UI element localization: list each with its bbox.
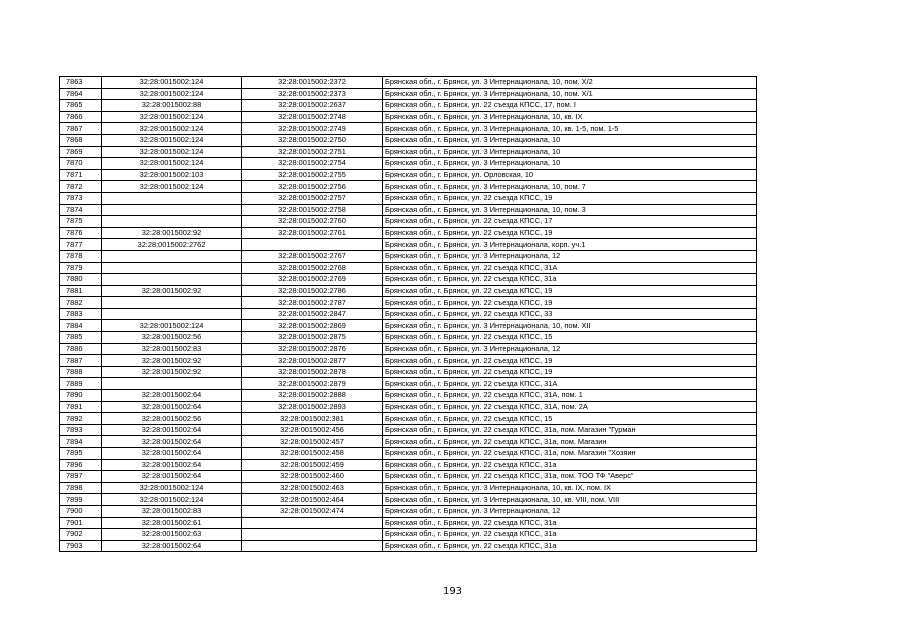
cadastral-number-cell: 32:28:0015002:2748	[242, 111, 383, 123]
address-cell: Брянская обл., г. Брянск, ул. 22 съезда КПСС, 19	[383, 366, 757, 378]
table-row	[60, 366, 757, 378]
address-cell: Брянская обл., г. Брянск, ул. 22 съезда КПСС, 15	[383, 332, 757, 344]
parent-cadastral-number-cell: 32:28:0015002:64	[102, 436, 242, 448]
table-row	[60, 146, 757, 158]
table-row	[60, 227, 757, 239]
cadastral-number-cell	[242, 517, 383, 529]
address-cell: Брянская обл., г. Брянск, ул. 22 съезда КПСС, 17, пом. I	[383, 100, 757, 112]
parent-cadastral-number-cell	[102, 262, 242, 274]
table-row	[60, 181, 757, 193]
address-cell: Брянская обл., г. Брянск, ул. 3 Интернационала, 10, пом. 7	[383, 181, 757, 193]
parent-cadastral-number-cell: 32:28:0015002:61	[102, 517, 242, 529]
address-cell: Брянская обл., г. Брянск, ул. 22 съезда КПСС, 31а	[383, 274, 757, 286]
address-cell: Брянская обл., г. Брянск, ул. 22 съезда КПСС, 33	[383, 308, 757, 320]
cadastral-number-cell: 32:28:0015002:2760	[242, 216, 383, 228]
table-row	[60, 250, 757, 262]
table-row	[60, 123, 757, 135]
parent-cadastral-number-cell	[102, 378, 242, 390]
cadastral-number-cell: 32:28:0015002:2786	[242, 285, 383, 297]
table-row	[60, 274, 757, 286]
parent-cadastral-number-cell: 32:28:0015002:64	[102, 424, 242, 436]
parent-cadastral-number-cell: 32:28:0015002:124	[102, 123, 242, 135]
parent-cadastral-number-cell: 32:28:0015002:64	[102, 459, 242, 471]
parent-cadastral-number-cell: 32:28:0015002:88	[102, 100, 242, 112]
address-cell: Брянская обл., г. Брянск, ул. 3 Интернационала, 12	[383, 505, 757, 517]
table-row	[60, 494, 757, 506]
table-row	[60, 111, 757, 123]
row-number-cell: 7868	[60, 134, 102, 146]
address-cell: Брянская обл., г. Брянск, ул. 3 Интернационала, 10, пом. 3	[383, 204, 757, 216]
table-row	[60, 517, 757, 529]
address-cell: Брянская обл., г. Брянск, ул. 22 съезда КПСС, 31а, пом. Магазин	[383, 436, 757, 448]
address-cell: Брянская обл., г. Брянск, ул. 3 Интернационала, 10	[383, 158, 757, 170]
table-row	[60, 448, 757, 460]
parent-cadastral-number-cell: 32:28:0015002:64	[102, 401, 242, 413]
parent-cadastral-number-cell: 32:28:0015002:124	[102, 88, 242, 100]
cadastral-number-cell: 32:28:0015002:457	[242, 436, 383, 448]
cadastral-number-cell: 32:28:0015002:2750	[242, 134, 383, 146]
table-row	[60, 343, 757, 355]
address-cell: Брянская обл., г. Брянск, ул. 22 съезда КПСС, 31А, пом. 1	[383, 390, 757, 402]
row-number-cell: 7882	[60, 297, 102, 309]
address-cell: Брянская обл., г. Брянск, ул. 3 Интернационала, 10, пом. Х/1	[383, 88, 757, 100]
cadastral-number-cell: 32:28:0015002:2787	[242, 297, 383, 309]
parent-cadastral-number-cell: 32:28:0015002:124	[102, 77, 242, 89]
row-number-cell: 7899	[60, 494, 102, 506]
table-row	[60, 529, 757, 541]
cadastral-number-cell: 32:28:0015002:2877	[242, 355, 383, 367]
parent-cadastral-number-cell: 32:28:0015002:64	[102, 540, 242, 552]
row-number-cell: 7887	[60, 355, 102, 367]
table-row	[60, 401, 757, 413]
row-number-cell: 7902	[60, 529, 102, 541]
row-number-cell: 7895	[60, 448, 102, 460]
parent-cadastral-number-cell	[102, 274, 242, 286]
parent-cadastral-number-cell: 32:28:0015002:63	[102, 529, 242, 541]
row-number-cell: 7872	[60, 181, 102, 193]
table-row	[60, 482, 757, 494]
parent-cadastral-number-cell	[102, 216, 242, 228]
row-number-cell: 7891	[60, 401, 102, 413]
parent-cadastral-number-cell: 32:28:0015002:64	[102, 471, 242, 483]
cadastral-number-cell: 32:28:0015002:2637	[242, 100, 383, 112]
row-number-cell: 7876	[60, 227, 102, 239]
table-row	[60, 88, 757, 100]
table-row	[60, 459, 757, 471]
parent-cadastral-number-cell: 32:28:0015002:56	[102, 332, 242, 344]
cadastral-number-cell: 32:28:0015002:464	[242, 494, 383, 506]
address-cell: Брянская обл., г. Брянск, ул. 22 съезда КПСС, 31а	[383, 459, 757, 471]
address-cell: Брянская обл., г. Брянск, ул. 3 Интернационала, 10, пом. XII	[383, 320, 757, 332]
parent-cadastral-number-cell: 32:28:0015002:92	[102, 285, 242, 297]
cadastral-number-cell: 32:28:0015002:456	[242, 424, 383, 436]
cadastral-number-cell: 32:28:0015002:2875	[242, 332, 383, 344]
row-number-cell: 7869	[60, 146, 102, 158]
row-number-cell: 7866	[60, 111, 102, 123]
cadastral-number-cell: 32:28:0015002:2888	[242, 390, 383, 402]
row-number-cell: 7870	[60, 158, 102, 170]
cadastral-number-cell	[242, 529, 383, 541]
address-cell: Брянская обл., г. Брянск, ул. 22 съезда КПСС, 31а	[383, 517, 757, 529]
cadastral-number-cell: 32:28:0015002:2768	[242, 262, 383, 274]
table-row	[60, 169, 757, 181]
address-cell: Брянская обл., г. Брянск, ул. 22 съезда КПСС, 31а, пом. ТОО ТФ "Аверс"	[383, 471, 757, 483]
table-row	[60, 332, 757, 344]
cadastral-number-cell: 32:28:0015002:474	[242, 505, 383, 517]
cadastral-number-cell: 32:28:0015002:2893	[242, 401, 383, 413]
table-row	[60, 540, 757, 552]
parent-cadastral-number-cell: 32:28:0015002:83	[102, 343, 242, 355]
address-cell: Брянская обл., г. Брянск, ул. 3 Интернационала, 12	[383, 250, 757, 262]
address-cell: Брянская обл., г. Брянск, ул. 22 съезда КПСС, 31А	[383, 378, 757, 390]
row-number-cell: 7885	[60, 332, 102, 344]
address-cell: Брянская обл., г. Брянск, ул. Орловская, 10	[383, 169, 757, 181]
address-cell: Брянская обл., г. Брянск, ул. 22 съезда КПСС, 31а	[383, 529, 757, 541]
row-number-cell: 7881	[60, 285, 102, 297]
row-number-cell: 7896	[60, 459, 102, 471]
parent-cadastral-number-cell: 32:28:0015002:92	[102, 227, 242, 239]
address-cell: Брянская обл., г. Брянск, ул. 3 Интернационала, 10, кв. IX, пом. IX	[383, 482, 757, 494]
table-row	[60, 308, 757, 320]
table-row	[60, 158, 757, 170]
table-row	[60, 390, 757, 402]
parent-cadastral-number-cell: 32:28:0015002:83	[102, 505, 242, 517]
cadastral-number-cell: 32:28:0015002:2761	[242, 227, 383, 239]
cadastral-number-cell	[242, 239, 383, 251]
cadastral-number-cell: 32:28:0015002:2372	[242, 77, 383, 89]
cadastral-number-cell: 32:28:0015002:2879	[242, 378, 383, 390]
row-number-cell: 7867	[60, 123, 102, 135]
parent-cadastral-number-cell: 32:28:0015002:124	[102, 320, 242, 332]
address-cell: Брянская обл., г. Брянск, ул. 3 Интернационала, 10	[383, 146, 757, 158]
address-cell: Брянская обл., г. Брянск, ул. 22 съезда КПСС, 19	[383, 285, 757, 297]
table-row	[60, 100, 757, 112]
address-cell: Брянская обл., г. Брянск, ул. 22 съезда КПСС, 19	[383, 227, 757, 239]
cadastral-number-cell	[242, 540, 383, 552]
row-number-cell: 7863	[60, 77, 102, 89]
table-row	[60, 378, 757, 390]
table-row	[60, 239, 757, 251]
row-number-cell: 7873	[60, 192, 102, 204]
address-cell: Брянская обл., г. Брянск, ул. 3 Интернационала, корп. уч.1	[383, 239, 757, 251]
parent-cadastral-number-cell	[102, 308, 242, 320]
row-number-cell: 7886	[60, 343, 102, 355]
address-cell: Брянская обл., г. Брянск, ул. 22 съезда КПСС, 31а	[383, 540, 757, 552]
cadastral-number-cell: 32:28:0015002:2878	[242, 366, 383, 378]
address-cell: Брянская обл., г. Брянск, ул. 22 съезда КПСС, 19	[383, 192, 757, 204]
parent-cadastral-number-cell: 32:28:0015002:124	[102, 111, 242, 123]
cadastral-number-cell: 32:28:0015002:2767	[242, 250, 383, 262]
address-cell: Брянская обл., г. Брянск, ул. 22 съезда КПСС, 15	[383, 413, 757, 425]
address-cell: Брянская обл., г. Брянск, ул. 3 Интернационала, 10, кв. IX	[383, 111, 757, 123]
table-row	[60, 216, 757, 228]
row-number-cell: 7898	[60, 482, 102, 494]
cadastral-number-cell: 32:28:0015002:381	[242, 413, 383, 425]
cadastral-number-cell: 32:28:0015002:2876	[242, 343, 383, 355]
cadastral-number-cell: 32:28:0015002:2756	[242, 181, 383, 193]
row-number-cell: 7892	[60, 413, 102, 425]
parent-cadastral-number-cell: 32:28:0015002:124	[102, 134, 242, 146]
row-number-cell: 7884	[60, 320, 102, 332]
parent-cadastral-number-cell: 32:28:0015002:64	[102, 448, 242, 460]
row-number-cell: 7903	[60, 540, 102, 552]
cadastral-number-cell: 32:28:0015002:2755	[242, 169, 383, 181]
row-number-cell: 7880	[60, 274, 102, 286]
row-number-cell: 7878	[60, 250, 102, 262]
table-row	[60, 297, 757, 309]
row-number-cell: 7877	[60, 239, 102, 251]
table-row	[60, 505, 757, 517]
parent-cadastral-number-cell: 32:28:0015002:103	[102, 169, 242, 181]
table-row	[60, 424, 757, 436]
parent-cadastral-number-cell: 32:28:0015002:92	[102, 355, 242, 367]
address-cell: Брянская обл., г. Брянск, ул. 3 Интернационала, 10, пом. Х/2	[383, 77, 757, 89]
row-number-cell: 7901	[60, 517, 102, 529]
parent-cadastral-number-cell	[102, 250, 242, 262]
row-number-cell: 7874	[60, 204, 102, 216]
table-row	[60, 262, 757, 274]
parent-cadastral-number-cell: 32:28:0015002:124	[102, 181, 242, 193]
parent-cadastral-number-cell: 32:28:0015002:92	[102, 366, 242, 378]
cadastral-number-cell: 32:28:0015002:2754	[242, 158, 383, 170]
parent-cadastral-number-cell: 32:28:0015002:64	[102, 390, 242, 402]
address-cell: Брянская обл., г. Брянск, ул. 3 Интернационала, 12	[383, 343, 757, 355]
address-cell: Брянская обл., г. Брянск, ул. 22 съезда КПСС, 31а, пом. Магазин "Хозяин	[383, 448, 757, 460]
cadastral-number-cell: 32:28:0015002:2373	[242, 88, 383, 100]
address-cell: Брянская обл., г. Брянск, ул. 22 съезда КПСС, 19	[383, 355, 757, 367]
cadastral-number-cell: 32:28:0015002:2847	[242, 308, 383, 320]
table-row	[60, 413, 757, 425]
table-row	[60, 204, 757, 216]
address-cell: Брянская обл., г. Брянск, ул. 22 съезда КПСС, 31А	[383, 262, 757, 274]
cadastral-number-cell: 32:28:0015002:2751	[242, 146, 383, 158]
row-number-cell: 7871	[60, 169, 102, 181]
address-cell: Брянская обл., г. Брянск, ул. 22 съезда КПСС, 19	[383, 297, 757, 309]
address-cell: Брянская обл., г. Брянск, ул. 22 съезда КПСС, 31а, пом. Магазин "Гурман	[383, 424, 757, 436]
row-number-cell: 7864	[60, 88, 102, 100]
address-cell: Брянская обл., г. Брянск, ул. 3 Интернационала, 10, кв. 1-5, пом. 1-5	[383, 123, 757, 135]
address-cell: Брянская обл., г. Брянск, ул. 22 съезда КПСС, 17	[383, 216, 757, 228]
address-cell: Брянская обл., г. Брянск, ул. 22 съезда КПСС, 31А, пом. 2А	[383, 401, 757, 413]
cadastral-number-cell: 32:28:0015002:458	[242, 448, 383, 460]
table-row	[60, 134, 757, 146]
parent-cadastral-number-cell	[102, 204, 242, 216]
parent-cadastral-number-cell: 32:28:0015002:56	[102, 413, 242, 425]
table-row	[60, 355, 757, 367]
cadastral-number-cell: 32:28:0015002:2769	[242, 274, 383, 286]
row-number-cell: 7883	[60, 308, 102, 320]
parent-cadastral-number-cell: 32:28:0015002:124	[102, 146, 242, 158]
parent-cadastral-number-cell	[102, 297, 242, 309]
cadastral-table	[59, 76, 757, 552]
parent-cadastral-number-cell: 32:28:0015002:124	[102, 482, 242, 494]
table-row	[60, 77, 757, 89]
cadastral-number-cell: 32:28:0015002:2869	[242, 320, 383, 332]
parent-cadastral-number-cell: 32:28:0015002:124	[102, 158, 242, 170]
table-row	[60, 320, 757, 332]
row-number-cell: 7888	[60, 366, 102, 378]
row-number-cell: 7865	[60, 100, 102, 112]
page-number: 193	[442, 586, 463, 597]
table-body	[60, 77, 757, 552]
row-number-cell: 7889	[60, 378, 102, 390]
row-number-cell: 7879	[60, 262, 102, 274]
table-row	[60, 471, 757, 483]
table-row	[60, 192, 757, 204]
row-number-cell: 7900	[60, 505, 102, 517]
parent-cadastral-number-cell	[102, 192, 242, 204]
address-cell: Брянская обл., г. Брянск, ул. 3 Интернационала, 10	[383, 134, 757, 146]
table-row	[60, 285, 757, 297]
table-row	[60, 436, 757, 448]
row-number-cell: 7894	[60, 436, 102, 448]
cadastral-number-cell: 32:28:0015002:2757	[242, 192, 383, 204]
cadastral-number-cell: 32:28:0015002:2749	[242, 123, 383, 135]
cadastral-number-cell: 32:28:0015002:460	[242, 471, 383, 483]
row-number-cell: 7875	[60, 216, 102, 228]
parent-cadastral-number-cell: 32:28:0015002:2762	[102, 239, 242, 251]
cadastral-number-cell: 32:28:0015002:463	[242, 482, 383, 494]
row-number-cell: 7897	[60, 471, 102, 483]
cadastral-number-cell: 32:28:0015002:459	[242, 459, 383, 471]
cadastral-number-cell: 32:28:0015002:2758	[242, 204, 383, 216]
parent-cadastral-number-cell: 32:28:0015002:124	[102, 494, 242, 506]
row-number-cell: 7890	[60, 390, 102, 402]
row-number-cell: 7893	[60, 424, 102, 436]
address-cell: Брянская обл., г. Брянск, ул. 3 Интернационала, 10, кв. VIII, пом. VIII	[383, 494, 757, 506]
